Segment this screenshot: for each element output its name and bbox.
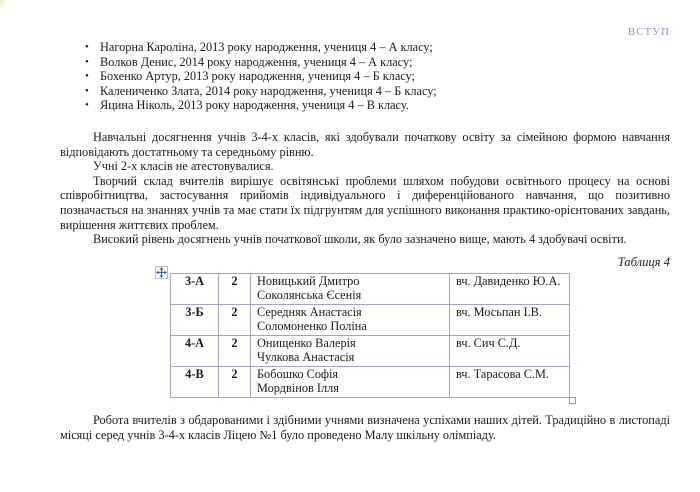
student-name: Новицький Дмитро	[257, 274, 360, 289]
paragraph-teachers: Творчий склад вчителів вирішує освітянські проблеми шляхом побудови освітнього процесу на основі співробітництва, застосування прийомів індивідуального і диференційованого навчання, що позитивно позначається на знаннях учнів та має стати їх підгрунтям для успішного виконання практико-орієнтованих завдань, вирішення життєвих проблем.	[60, 173, 670, 232]
list-item	[60, 98, 670, 113]
list-item-text: Нагорна Кароліна, 2013 року народження, учениця 4 – А класу;	[100, 40, 433, 54]
cell-count: 2	[219, 336, 251, 367]
cell-count: 2	[219, 305, 251, 336]
bullet-icon: •	[85, 99, 89, 112]
table-row	[171, 367, 570, 398]
table-caption: Таблиця 4	[617, 254, 670, 269]
page-corner-artifact	[0, 0, 9, 9]
move-arrows-icon	[156, 267, 167, 278]
bullet-icon: •	[85, 70, 89, 83]
student-name: Онищенко Валерія	[257, 336, 356, 351]
bullet-icon: •	[85, 41, 89, 53]
table-row	[171, 336, 570, 367]
bullet-icon: •	[85, 84, 89, 97]
list-item-text: Волков Денис, 2014 року народження, учениця 4 – А класу;	[100, 54, 413, 69]
cell-teacher: вч. Мосьпан І.В.	[450, 305, 570, 336]
cell-count: 2	[219, 274, 251, 305]
cell-class: 4-В	[171, 367, 219, 398]
paragraph-grade2: Учні 2-х класів не атестовувалися.	[93, 159, 274, 174]
list-item-text: Калениченко Злата, 2014 року народження, учениця 4 – Б класу;	[100, 83, 437, 98]
table-row	[171, 274, 570, 305]
cell-class: 3-А	[171, 274, 219, 305]
student-name: Соломоненко Поліна	[257, 319, 367, 334]
cell-students	[251, 274, 450, 305]
cell-class: 4-А	[171, 336, 219, 367]
bullet-icon: •	[85, 55, 89, 68]
student-name: Бобошко Софія	[257, 367, 339, 382]
list-item	[60, 40, 670, 55]
cell-students	[251, 305, 450, 336]
student-name: Чулкова Анастасія	[257, 350, 355, 365]
paragraph-high-level: Високий рівень досягнень учнів початкової школи, як було зазначено вище, мають 4 здобувачі освіти.	[93, 232, 627, 247]
classes-table	[170, 273, 570, 398]
cell-teacher: вч. Давиденко Ю.А.	[450, 274, 570, 305]
table-resize-handle[interactable]	[569, 397, 576, 404]
list-item-text: Бохенко Артур, 2013 року народження, учениця 4 – Б класу;	[100, 69, 415, 84]
paragraph-closing: Робота вчителів з обдарованими і здібними учнями визначена успіхами наших дітей. Традиційно в листопаді місяці серед учнів 3-4-х класів Ліцею №1 було проведено Малу шкільну олімпіаду.	[60, 413, 670, 442]
table-move-handle[interactable]	[155, 266, 168, 279]
cell-class: 3-Б	[171, 305, 219, 336]
list-item	[60, 55, 670, 70]
cell-students	[251, 336, 450, 367]
cell-teacher: вч. Тарасова С.М.	[450, 367, 570, 398]
table-row	[171, 305, 570, 336]
cell-count: 2	[219, 367, 251, 398]
student-name: Соколянська Єсенія	[257, 288, 362, 303]
page-header-title: ВСТУП	[627, 26, 670, 38]
paragraph-achievements: Навчальні досягнення учнів 3-4-х класів, які здобували початкову освіту за сімейною формою навчання відповідають достатньому та середньому рівню.	[60, 129, 670, 159]
student-name: Мордвінов Ілля	[257, 381, 339, 396]
document-content	[60, 40, 670, 443]
cell-students	[251, 367, 450, 398]
table-container	[170, 273, 569, 398]
cell-teacher: вч. Сич С.Д.	[450, 336, 570, 367]
list-item	[60, 69, 670, 84]
student-bullet-list	[60, 40, 670, 113]
student-name: Середняк Анастасія	[257, 305, 362, 320]
list-item	[60, 84, 670, 99]
list-item-text: Яцина Ніколь, 2013 року народження, учениця 4 – В класу.	[100, 98, 409, 113]
